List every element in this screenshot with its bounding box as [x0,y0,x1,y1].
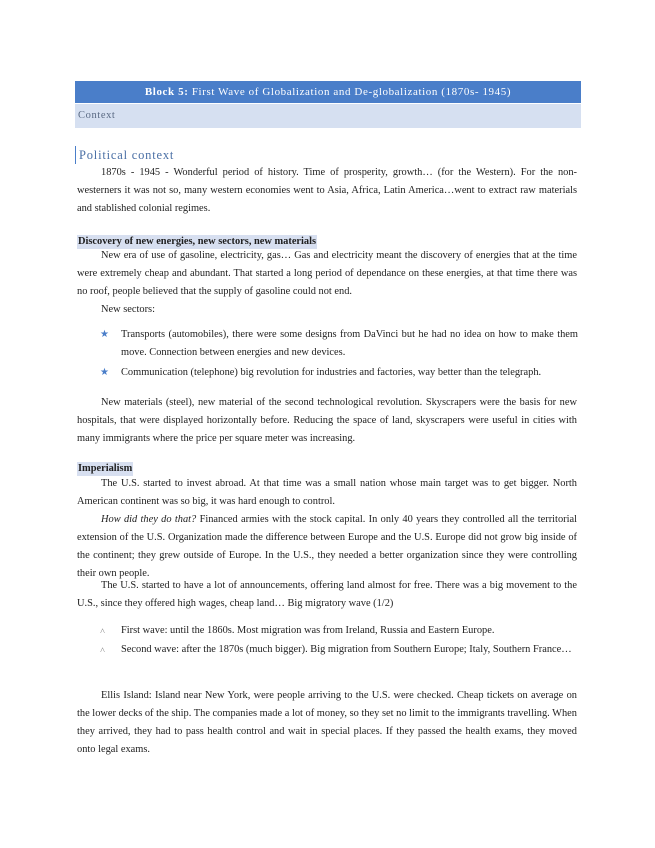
star-icon: ★ [100,329,109,340]
bullet-text: Transports (automobiles), there were some designs from DaVinci but he had no idea on how to make them move. Connection between energies and new devices. [121,329,578,358]
context-bar: Context [75,104,581,128]
imperialism-paragraph-1: The U.S. started to invest abroad. At that time was a small nation whose main target was to get bigger. North American continent was so big, it was hard enough to control. [77,478,577,507]
caret-icon: ˄ [100,626,106,636]
bullet-text: Communication (telephone) big revolution for industries and factories, way better than the telegraph. [121,367,542,378]
political-paragraph: 1870s - 1945 - Wonderful period of history. Time of prosperity, growth… (for the Western). For the non-westerners it was not so, many western economies went to Asia, Africa, Latin America…went to extract raw materials and stablished colonial regimes. [77,167,577,214]
imperialism-answer: Financed armies with the stock capital. In only 40 years they controlled all the territorial extension of the U.S. Organization made the difference between Europe and the U.S. Europe did not grow big inside of the continent; they grew outside of Europe. In the U.S., they needed a better organization since they were controlling their own people. [77,514,577,579]
political-context-title: Political context [75,146,174,164]
imperialism-question: How did they do that? [101,514,197,525]
discovery-paragraph-1: New era of use of gasoline, electricity, gas… Gas and electricity meant the discovery of energies that at the time were extremely cheap and abundant. That started a long period of dependance on these energies, at that time there was no roof, people believed that the supply of gasoline could not end. [77,250,577,297]
block-label: Block 5: [144,86,189,98]
star-icon: ★ [100,367,109,378]
discovery-paragraph-2: New sectors: [101,304,155,315]
block-title: First Wave of Globalization and De-globalization (1870s- 1945) [191,86,512,98]
imperialism-heading: Imperialism [78,463,133,474]
ellis-island-paragraph: Ellis Island: Island near New York, were people arriving to the U.S. were checked. Cheap tickets on average on the lower decks of the ship. The companies made a lot of money, so they set no limit to the immigrants travelling. When they arrived, they had to pass health control and wait in special places. If they passed the health exams, they moved onto legal exams. [77,690,577,755]
imperialism-paragraph-2 [77,511,577,583]
discovery-paragraph-3: New materials (steel), new material of the second technological revolution. Skyscrapers were the basis for new hospitals, that were displayed horizontally before. Reducing the space of land, skyscrapers were useful in cities with many immigrants where the price per square meter was increasing. [77,397,577,444]
block-title-bar [75,81,581,103]
discovery-heading: Discovery of new energies, new sectors, new materials [78,236,317,247]
caret-icon: ˄ [100,645,106,655]
bullet-text: Second wave: after the 1870s (much bigger). Big migration from Southern Europe; Italy, Southern France… [121,644,572,655]
bullet-text: First wave: until the 1860s. Most migration was from Ireland, Russia and Eastern Europe. [121,625,495,636]
imperialism-paragraph-3: The U.S. started to have a lot of announcements, offering land almost for free. There was a big movement to the U.S., since they offered high wages, cheap land… Big migratory wave (1/2) [77,580,577,609]
